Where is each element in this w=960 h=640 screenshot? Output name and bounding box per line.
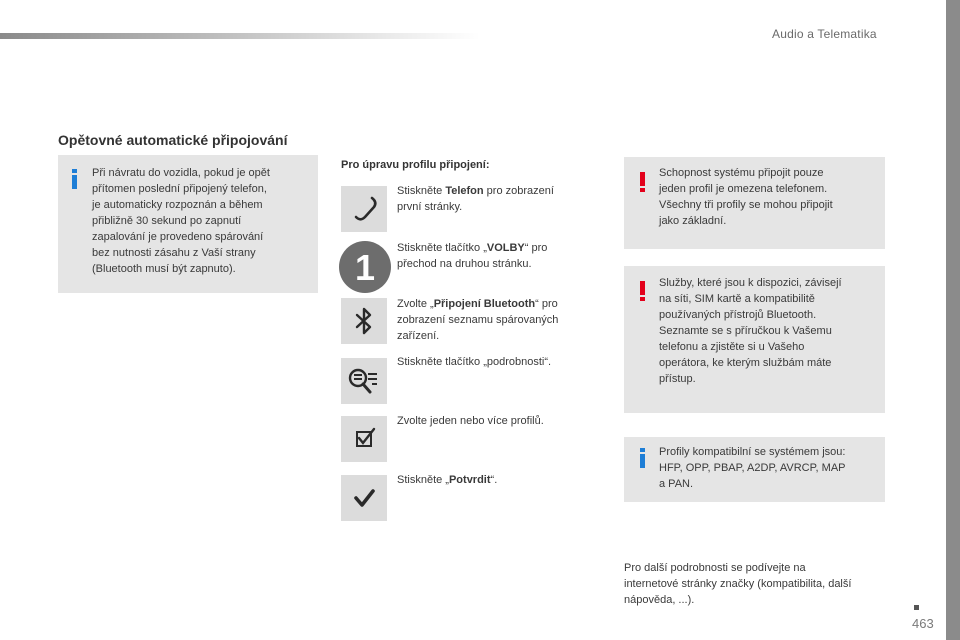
- info-box-right-text: Profily kompatibilní se systémem jsou: HFP, OPP, PBAP, A2DP, AVRCP, MAP a PAN.: [659, 446, 846, 490]
- header-gradient-bar: [0, 33, 480, 39]
- steps-header: Pro úpravu profilu připojení:: [341, 159, 490, 171]
- step-4-text: Stiskněte tlačítko „podrobnosti“.: [397, 356, 552, 368]
- info-box-left-text: Při návratu do vozidla, pokud je opět přítomen poslední připojený telefon, je automaticky rozpoznán a během přibližně 30 sekund po zapnutí zapalování je provedeno spárování bez nutnosti zásahu z Vaší strany (Bluetooth musí být zapnuto).: [92, 167, 270, 275]
- checkmark-icon: [341, 475, 387, 521]
- details-icon: [341, 358, 387, 404]
- warning-box-1-text: Schopnost systému připojit pouze jeden profil je omezena telefonem. Všechny tři profily se mohou připojit jako základní.: [659, 167, 833, 227]
- step-number-badge: [338, 240, 392, 294]
- step-1-text: Stiskněte Telefon pro zobrazení první stránky.: [397, 185, 554, 213]
- phone-icon: [341, 186, 387, 232]
- page-edge-bar: [946, 0, 960, 640]
- warning-box-2-text: Služby, které jsou k dispozici, závisejí na síti, SIM kartě a kompatibilitě používaných přístrojů Bluetooth. Seznamte se s příručkou k Vašemu telefonu a zjistěte si u Vašeho operátora, ke kterým službám máte přístup.: [659, 277, 842, 385]
- page-marker-icon: [914, 605, 919, 610]
- bottom-note: Pro další podrobnosti se podívejte na internetové stránky značky (kompatibilita, další nápověda, ...).: [624, 562, 852, 606]
- info-box-right: [624, 437, 885, 502]
- warning-box-services: [624, 266, 885, 413]
- warning-box-profile-limit: [624, 157, 885, 249]
- section-title: Opětovné automatické připojování: [58, 132, 288, 148]
- chapter-title: Audio a Telematika: [772, 27, 877, 41]
- checkbox-icon: [341, 416, 387, 462]
- bluetooth-icon: [341, 298, 387, 344]
- step-6-text: Stiskněte „Potvrdit“.: [397, 474, 498, 486]
- step-2-text: Stiskněte tlačítko „VOLBY“ pro přechod na druhou stránku.: [397, 242, 548, 270]
- step-number: 1: [354, 247, 376, 288]
- step-3-text: Zvolte „Připojení Bluetooth“ pro zobrazení seznamu spárovaných zařízení.: [397, 298, 559, 342]
- page-number: 463: [912, 605, 934, 631]
- info-box-left: [58, 155, 318, 293]
- step-5-text: Zvolte jeden nebo více profilů.: [397, 415, 544, 427]
